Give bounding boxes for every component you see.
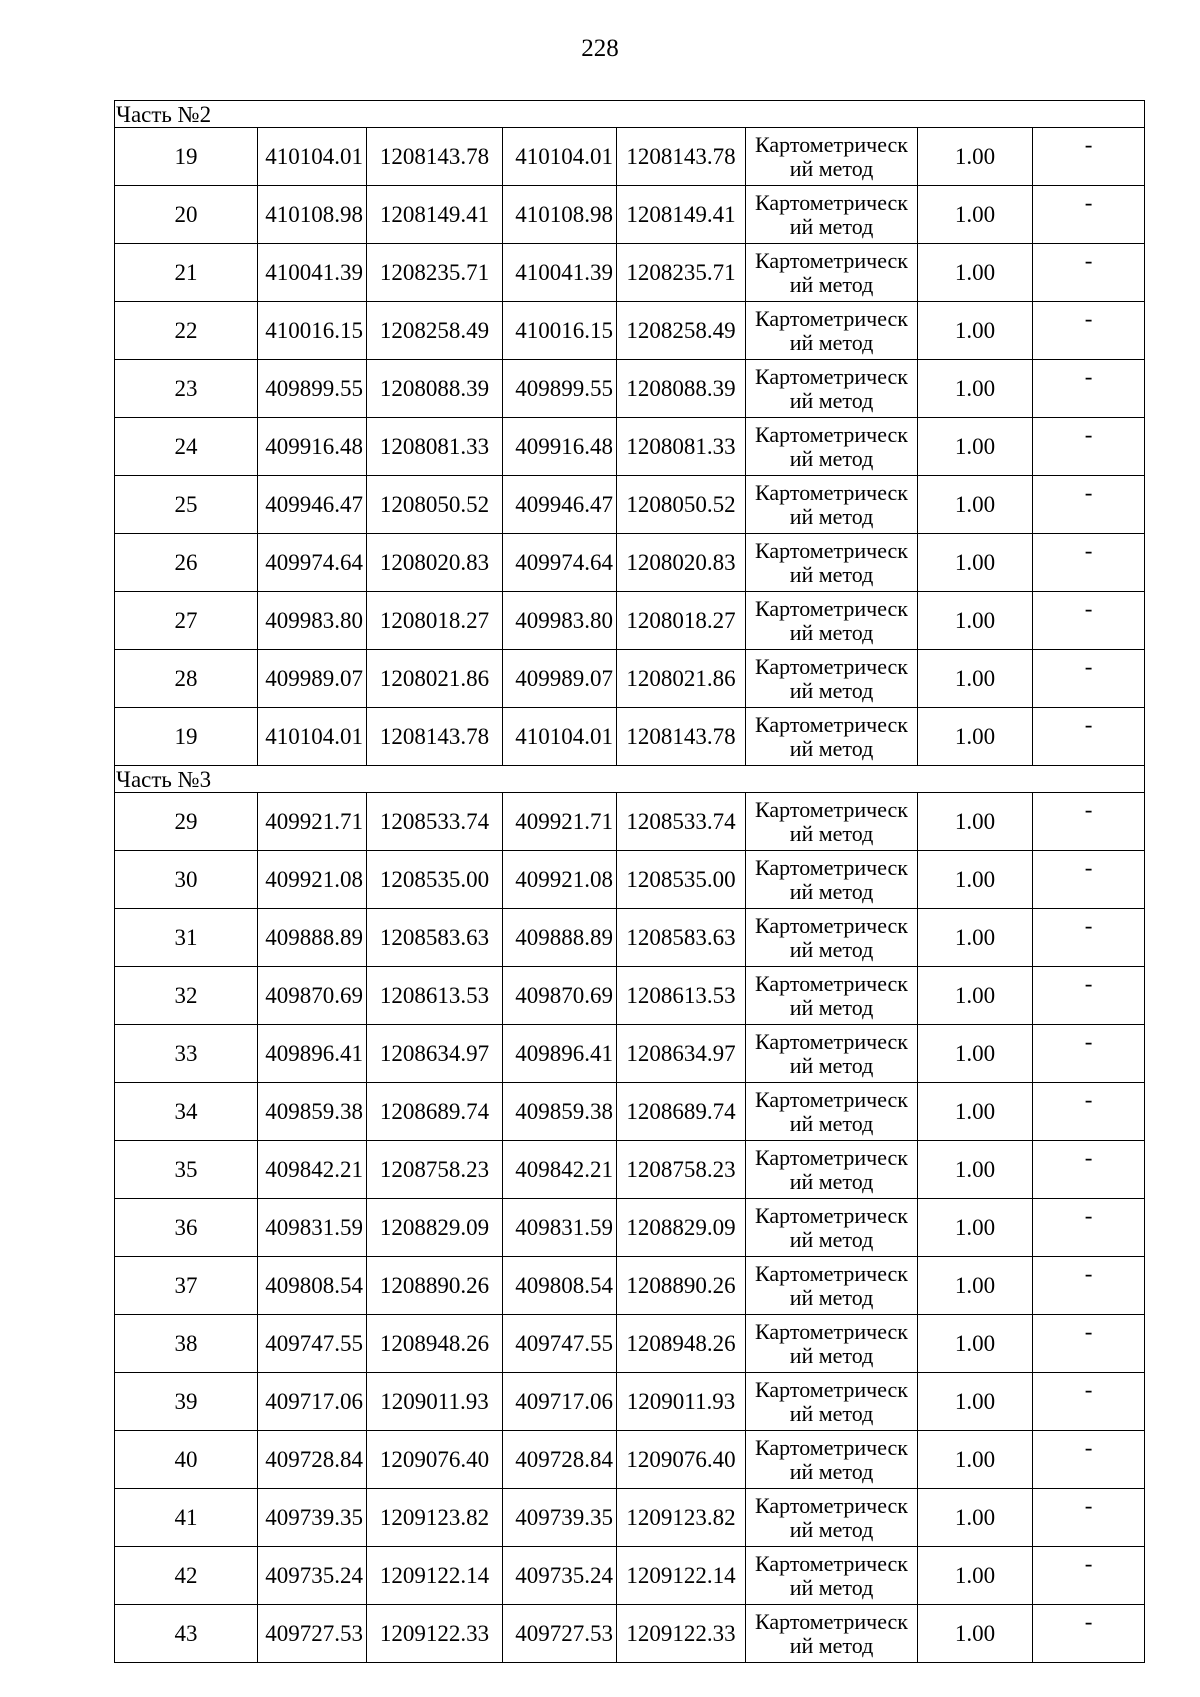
method-cell bbox=[746, 534, 918, 592]
description-cell: - bbox=[1033, 128, 1145, 186]
table-row bbox=[115, 418, 1145, 476]
x-new-cell: 409946.47 bbox=[503, 476, 617, 534]
method-cell bbox=[746, 360, 918, 418]
point-number-cell: 40 bbox=[115, 1431, 258, 1489]
method-text-line1: Картометрическ bbox=[755, 1144, 908, 1170]
y-existing-cell: 1208020.83 bbox=[367, 534, 503, 592]
y-existing-cell: 1209123.82 bbox=[367, 1489, 503, 1547]
y-new-cell: 1208021.86 bbox=[617, 650, 746, 708]
x-existing-cell: 409727.53 bbox=[258, 1605, 367, 1663]
method-cell bbox=[746, 1315, 918, 1373]
accuracy-cell: 1.00 bbox=[918, 592, 1033, 650]
method-text-line2: ий метод bbox=[789, 1458, 874, 1484]
method-text-line2: ий метод bbox=[789, 213, 874, 239]
accuracy-cell: 1.00 bbox=[918, 1373, 1033, 1431]
method-cell bbox=[746, 1605, 918, 1663]
x-existing-cell: 409747.55 bbox=[258, 1315, 367, 1373]
method-text-line2: ий метод bbox=[789, 155, 874, 181]
x-existing-cell: 409808.54 bbox=[258, 1257, 367, 1315]
x-new-cell: 409717.06 bbox=[503, 1373, 617, 1431]
x-existing-cell: 409946.47 bbox=[258, 476, 367, 534]
method-cell bbox=[746, 418, 918, 476]
method-text-line1: Картометрическ bbox=[755, 247, 908, 273]
x-new-cell: 409728.84 bbox=[503, 1431, 617, 1489]
accuracy-cell: 1.00 bbox=[918, 851, 1033, 909]
y-existing-cell: 1209122.14 bbox=[367, 1547, 503, 1605]
method-text-line2: ий метод bbox=[789, 1168, 874, 1194]
method-text-line2: ий метод bbox=[789, 820, 874, 846]
x-new-cell: 409974.64 bbox=[503, 534, 617, 592]
y-new-cell: 1208634.97 bbox=[617, 1025, 746, 1083]
x-new-cell: 409983.80 bbox=[503, 592, 617, 650]
y-existing-cell: 1208829.09 bbox=[367, 1199, 503, 1257]
y-new-cell: 1209011.93 bbox=[617, 1373, 746, 1431]
y-existing-cell: 1209122.33 bbox=[367, 1605, 503, 1663]
page-number: 228 bbox=[581, 35, 619, 62]
point-number-cell: 36 bbox=[115, 1199, 258, 1257]
method-cell bbox=[746, 1489, 918, 1547]
x-existing-cell: 409983.80 bbox=[258, 592, 367, 650]
method-cell bbox=[746, 1431, 918, 1489]
accuracy-cell: 1.00 bbox=[918, 1315, 1033, 1373]
x-new-cell: 409747.55 bbox=[503, 1315, 617, 1373]
y-new-cell: 1208143.78 bbox=[617, 708, 746, 766]
method-text-line2: ий метод bbox=[789, 994, 874, 1020]
x-existing-cell: 409899.55 bbox=[258, 360, 367, 418]
x-new-cell: 409921.08 bbox=[503, 851, 617, 909]
method-text-line1: Картометрическ bbox=[755, 796, 908, 822]
y-existing-cell: 1208583.63 bbox=[367, 909, 503, 967]
table-row bbox=[115, 967, 1145, 1025]
description-cell: - bbox=[1033, 534, 1145, 592]
x-existing-cell: 409735.24 bbox=[258, 1547, 367, 1605]
method-cell bbox=[746, 302, 918, 360]
y-existing-cell: 1208634.97 bbox=[367, 1025, 503, 1083]
point-number-cell: 32 bbox=[115, 967, 258, 1025]
x-new-cell: 409727.53 bbox=[503, 1605, 617, 1663]
y-new-cell: 1209123.82 bbox=[617, 1489, 746, 1547]
x-new-cell: 409735.24 bbox=[503, 1547, 617, 1605]
y-existing-cell: 1208890.26 bbox=[367, 1257, 503, 1315]
method-text-line1: Картометрическ bbox=[755, 1086, 908, 1112]
table-row bbox=[115, 1605, 1145, 1663]
table-row bbox=[115, 128, 1145, 186]
method-cell bbox=[746, 186, 918, 244]
y-existing-cell: 1208018.27 bbox=[367, 592, 503, 650]
table-row bbox=[115, 1547, 1145, 1605]
x-new-cell: 410041.39 bbox=[503, 244, 617, 302]
table-row bbox=[115, 1199, 1145, 1257]
method-text-line1: Картометрическ bbox=[755, 711, 908, 737]
description-cell: - bbox=[1033, 1257, 1145, 1315]
table-row bbox=[115, 186, 1145, 244]
table-row bbox=[115, 1489, 1145, 1547]
table-row bbox=[115, 1431, 1145, 1489]
y-new-cell: 1208235.71 bbox=[617, 244, 746, 302]
method-text-line1: Картометрическ bbox=[755, 912, 908, 938]
y-existing-cell: 1208533.74 bbox=[367, 793, 503, 851]
y-existing-cell: 1208535.00 bbox=[367, 851, 503, 909]
x-new-cell: 409888.89 bbox=[503, 909, 617, 967]
accuracy-cell: 1.00 bbox=[918, 650, 1033, 708]
table-row bbox=[115, 476, 1145, 534]
accuracy-cell: 1.00 bbox=[918, 1083, 1033, 1141]
y-new-cell: 1208020.83 bbox=[617, 534, 746, 592]
method-text-line1: Картометрическ bbox=[755, 1202, 908, 1228]
x-new-cell: 409859.38 bbox=[503, 1083, 617, 1141]
point-number-cell: 34 bbox=[115, 1083, 258, 1141]
method-cell bbox=[746, 1083, 918, 1141]
y-new-cell: 1208258.49 bbox=[617, 302, 746, 360]
point-number-cell: 19 bbox=[115, 708, 258, 766]
description-cell: - bbox=[1033, 302, 1145, 360]
method-text-line1: Картометрическ bbox=[755, 1318, 908, 1344]
point-number-cell: 27 bbox=[115, 592, 258, 650]
x-existing-cell: 409989.07 bbox=[258, 650, 367, 708]
x-new-cell: 409808.54 bbox=[503, 1257, 617, 1315]
y-existing-cell: 1208021.86 bbox=[367, 650, 503, 708]
method-cell bbox=[746, 1547, 918, 1605]
description-cell: - bbox=[1033, 967, 1145, 1025]
method-text-line2: ий метод bbox=[789, 735, 874, 761]
method-cell bbox=[746, 1257, 918, 1315]
method-text-line1: Картометрическ bbox=[755, 653, 908, 679]
y-new-cell: 1208149.41 bbox=[617, 186, 746, 244]
method-text-line1: Картометрическ bbox=[755, 479, 908, 505]
table-row bbox=[115, 1025, 1145, 1083]
accuracy-cell: 1.00 bbox=[918, 1431, 1033, 1489]
table-row bbox=[115, 1315, 1145, 1373]
point-number-cell: 38 bbox=[115, 1315, 258, 1373]
y-new-cell: 1208758.23 bbox=[617, 1141, 746, 1199]
description-cell: - bbox=[1033, 186, 1145, 244]
y-new-cell: 1208613.53 bbox=[617, 967, 746, 1025]
y-existing-cell: 1208143.78 bbox=[367, 708, 503, 766]
y-new-cell: 1208535.00 bbox=[617, 851, 746, 909]
y-new-cell: 1208829.09 bbox=[617, 1199, 746, 1257]
method-text-line2: ий метод bbox=[789, 1400, 874, 1426]
x-existing-cell: 409842.21 bbox=[258, 1141, 367, 1199]
method-text-line2: ий метод bbox=[789, 1110, 874, 1136]
point-number-cell: 20 bbox=[115, 186, 258, 244]
method-text-line2: ий метод bbox=[789, 1226, 874, 1252]
method-text-line1: Картометрическ bbox=[755, 854, 908, 880]
description-cell: - bbox=[1033, 360, 1145, 418]
method-text-line2: ий метод bbox=[789, 329, 874, 355]
accuracy-cell: 1.00 bbox=[918, 1199, 1033, 1257]
method-text-line2: ий метод bbox=[789, 878, 874, 904]
description-cell: - bbox=[1033, 1199, 1145, 1257]
description-cell: - bbox=[1033, 1141, 1145, 1199]
method-text-line1: Картометрическ bbox=[755, 189, 908, 215]
y-existing-cell: 1208258.49 bbox=[367, 302, 503, 360]
y-new-cell: 1208143.78 bbox=[617, 128, 746, 186]
accuracy-cell: 1.00 bbox=[918, 909, 1033, 967]
method-text-line2: ий метод bbox=[789, 561, 874, 587]
table-row bbox=[115, 244, 1145, 302]
description-cell: - bbox=[1033, 708, 1145, 766]
method-text-line2: ий метод bbox=[789, 445, 874, 471]
method-cell bbox=[746, 1141, 918, 1199]
x-existing-cell: 410016.15 bbox=[258, 302, 367, 360]
accuracy-cell: 1.00 bbox=[918, 1141, 1033, 1199]
method-text-line2: ий метод bbox=[789, 1052, 874, 1078]
y-new-cell: 1209122.33 bbox=[617, 1605, 746, 1663]
description-cell: - bbox=[1033, 1547, 1145, 1605]
x-existing-cell: 410041.39 bbox=[258, 244, 367, 302]
y-existing-cell: 1209011.93 bbox=[367, 1373, 503, 1431]
method-cell bbox=[746, 592, 918, 650]
point-number-cell: 43 bbox=[115, 1605, 258, 1663]
method-cell bbox=[746, 909, 918, 967]
y-new-cell: 1208081.33 bbox=[617, 418, 746, 476]
method-cell bbox=[746, 476, 918, 534]
description-cell: - bbox=[1033, 909, 1145, 967]
method-text-line2: ий метод bbox=[789, 1342, 874, 1368]
description-cell: - bbox=[1033, 1373, 1145, 1431]
description-cell: - bbox=[1033, 1431, 1145, 1489]
method-cell bbox=[746, 708, 918, 766]
x-existing-cell: 409739.35 bbox=[258, 1489, 367, 1547]
section-title: Часть №3 bbox=[115, 766, 1145, 793]
section-header-row bbox=[115, 766, 1145, 793]
accuracy-cell: 1.00 bbox=[918, 534, 1033, 592]
y-new-cell: 1208088.39 bbox=[617, 360, 746, 418]
x-existing-cell: 409859.38 bbox=[258, 1083, 367, 1141]
point-number-cell: 22 bbox=[115, 302, 258, 360]
description-cell: - bbox=[1033, 592, 1145, 650]
method-cell bbox=[746, 967, 918, 1025]
y-new-cell: 1209076.40 bbox=[617, 1431, 746, 1489]
x-new-cell: 409921.71 bbox=[503, 793, 617, 851]
y-new-cell: 1208890.26 bbox=[617, 1257, 746, 1315]
method-text-line1: Картометрическ bbox=[755, 1608, 908, 1634]
x-new-cell: 410104.01 bbox=[503, 128, 617, 186]
description-cell: - bbox=[1033, 1083, 1145, 1141]
table-row bbox=[115, 1141, 1145, 1199]
point-number-cell: 37 bbox=[115, 1257, 258, 1315]
y-existing-cell: 1208050.52 bbox=[367, 476, 503, 534]
accuracy-cell: 1.00 bbox=[918, 186, 1033, 244]
method-text-line1: Картометрическ bbox=[755, 363, 908, 389]
method-cell bbox=[746, 1025, 918, 1083]
method-text-line1: Картометрическ bbox=[755, 1376, 908, 1402]
y-new-cell: 1209122.14 bbox=[617, 1547, 746, 1605]
method-text-line1: Картометрическ bbox=[755, 1028, 908, 1054]
method-text-line1: Картометрическ bbox=[755, 1492, 908, 1518]
x-existing-cell: 409974.64 bbox=[258, 534, 367, 592]
accuracy-cell: 1.00 bbox=[918, 1547, 1033, 1605]
table-row bbox=[115, 1373, 1145, 1431]
y-new-cell: 1208948.26 bbox=[617, 1315, 746, 1373]
table-row bbox=[115, 793, 1145, 851]
accuracy-cell: 1.00 bbox=[918, 708, 1033, 766]
description-cell: - bbox=[1033, 851, 1145, 909]
table-row bbox=[115, 534, 1145, 592]
x-existing-cell: 409888.89 bbox=[258, 909, 367, 967]
method-cell bbox=[746, 793, 918, 851]
table-body bbox=[115, 101, 1145, 1663]
method-text-line2: ий метод bbox=[789, 271, 874, 297]
x-new-cell: 410104.01 bbox=[503, 708, 617, 766]
method-text-line1: Картометрическ bbox=[755, 595, 908, 621]
point-number-cell: 19 bbox=[115, 128, 258, 186]
description-cell: - bbox=[1033, 1025, 1145, 1083]
y-new-cell: 1208689.74 bbox=[617, 1083, 746, 1141]
accuracy-cell: 1.00 bbox=[918, 244, 1033, 302]
accuracy-cell: 1.00 bbox=[918, 476, 1033, 534]
y-existing-cell: 1208758.23 bbox=[367, 1141, 503, 1199]
point-number-cell: 24 bbox=[115, 418, 258, 476]
method-text-line2: ий метод bbox=[789, 619, 874, 645]
method-text-line1: Картометрическ bbox=[755, 1434, 908, 1460]
point-number-cell: 21 bbox=[115, 244, 258, 302]
table-row bbox=[115, 302, 1145, 360]
method-text-line2: ий метод bbox=[789, 936, 874, 962]
y-existing-cell: 1208143.78 bbox=[367, 128, 503, 186]
x-existing-cell: 410104.01 bbox=[258, 128, 367, 186]
x-existing-cell: 409921.08 bbox=[258, 851, 367, 909]
x-existing-cell: 409831.59 bbox=[258, 1199, 367, 1257]
description-cell: - bbox=[1033, 650, 1145, 708]
point-number-cell: 29 bbox=[115, 793, 258, 851]
accuracy-cell: 1.00 bbox=[918, 1605, 1033, 1663]
point-number-cell: 35 bbox=[115, 1141, 258, 1199]
method-cell bbox=[746, 650, 918, 708]
method-text-line2: ий метод bbox=[789, 503, 874, 529]
y-new-cell: 1208018.27 bbox=[617, 592, 746, 650]
table-row bbox=[115, 592, 1145, 650]
description-cell: - bbox=[1033, 418, 1145, 476]
y-existing-cell: 1208948.26 bbox=[367, 1315, 503, 1373]
x-new-cell: 409870.69 bbox=[503, 967, 617, 1025]
description-cell: - bbox=[1033, 1605, 1145, 1663]
description-cell: - bbox=[1033, 1489, 1145, 1547]
section-title: Часть №2 bbox=[115, 101, 1145, 128]
y-existing-cell: 1208088.39 bbox=[367, 360, 503, 418]
x-new-cell: 410108.98 bbox=[503, 186, 617, 244]
x-existing-cell: 409717.06 bbox=[258, 1373, 367, 1431]
method-cell bbox=[746, 1199, 918, 1257]
description-cell: - bbox=[1033, 244, 1145, 302]
accuracy-cell: 1.00 bbox=[918, 1489, 1033, 1547]
accuracy-cell: 1.00 bbox=[918, 967, 1033, 1025]
point-number-cell: 26 bbox=[115, 534, 258, 592]
accuracy-cell: 1.00 bbox=[918, 1025, 1033, 1083]
accuracy-cell: 1.00 bbox=[918, 1257, 1033, 1315]
point-number-cell: 31 bbox=[115, 909, 258, 967]
method-cell bbox=[746, 851, 918, 909]
table-row bbox=[115, 851, 1145, 909]
point-number-cell: 28 bbox=[115, 650, 258, 708]
x-new-cell: 409896.41 bbox=[503, 1025, 617, 1083]
x-new-cell: 409899.55 bbox=[503, 360, 617, 418]
method-cell bbox=[746, 128, 918, 186]
description-cell: - bbox=[1033, 1315, 1145, 1373]
method-text-line1: Картометрическ bbox=[755, 1550, 908, 1576]
accuracy-cell: 1.00 bbox=[918, 360, 1033, 418]
method-text-line1: Картометрическ bbox=[755, 421, 908, 447]
method-text-line1: Картометрическ bbox=[755, 305, 908, 331]
accuracy-cell: 1.00 bbox=[918, 418, 1033, 476]
table-row bbox=[115, 708, 1145, 766]
accuracy-cell: 1.00 bbox=[918, 128, 1033, 186]
point-number-cell: 23 bbox=[115, 360, 258, 418]
table-row bbox=[115, 1083, 1145, 1141]
x-existing-cell: 409896.41 bbox=[258, 1025, 367, 1083]
x-existing-cell: 409916.48 bbox=[258, 418, 367, 476]
table-row bbox=[115, 360, 1145, 418]
y-existing-cell: 1208613.53 bbox=[367, 967, 503, 1025]
x-new-cell: 410016.15 bbox=[503, 302, 617, 360]
y-new-cell: 1208583.63 bbox=[617, 909, 746, 967]
y-existing-cell: 1208081.33 bbox=[367, 418, 503, 476]
table-row bbox=[115, 909, 1145, 967]
point-number-cell: 39 bbox=[115, 1373, 258, 1431]
y-existing-cell: 1208689.74 bbox=[367, 1083, 503, 1141]
x-new-cell: 409989.07 bbox=[503, 650, 617, 708]
x-new-cell: 409739.35 bbox=[503, 1489, 617, 1547]
point-number-cell: 30 bbox=[115, 851, 258, 909]
method-text-line1: Картометрическ bbox=[755, 1260, 908, 1286]
table-row bbox=[115, 1257, 1145, 1315]
accuracy-cell: 1.00 bbox=[918, 302, 1033, 360]
y-new-cell: 1208533.74 bbox=[617, 793, 746, 851]
method-cell bbox=[746, 244, 918, 302]
x-existing-cell: 410104.01 bbox=[258, 708, 367, 766]
y-new-cell: 1208050.52 bbox=[617, 476, 746, 534]
y-existing-cell: 1208149.41 bbox=[367, 186, 503, 244]
method-text-line2: ий метод bbox=[789, 387, 874, 413]
point-number-cell: 42 bbox=[115, 1547, 258, 1605]
method-text-line2: ий метод bbox=[789, 1632, 874, 1658]
y-existing-cell: 1208235.71 bbox=[367, 244, 503, 302]
method-text-line2: ий метод bbox=[789, 1516, 874, 1542]
x-existing-cell: 409870.69 bbox=[258, 967, 367, 1025]
x-existing-cell: 410108.98 bbox=[258, 186, 367, 244]
method-text-line2: ий метод bbox=[789, 1284, 874, 1310]
description-cell: - bbox=[1033, 476, 1145, 534]
point-number-cell: 33 bbox=[115, 1025, 258, 1083]
table-row bbox=[115, 650, 1145, 708]
method-cell bbox=[746, 1373, 918, 1431]
method-text-line1: Картометрическ bbox=[755, 970, 908, 996]
accuracy-cell: 1.00 bbox=[918, 793, 1033, 851]
x-new-cell: 409916.48 bbox=[503, 418, 617, 476]
x-existing-cell: 409921.71 bbox=[258, 793, 367, 851]
coordinates-table bbox=[114, 100, 1145, 1663]
point-number-cell: 25 bbox=[115, 476, 258, 534]
y-existing-cell: 1209076.40 bbox=[367, 1431, 503, 1489]
method-text-line1: Картометрическ bbox=[755, 131, 908, 157]
method-text-line1: Картометрическ bbox=[755, 537, 908, 563]
x-new-cell: 409831.59 bbox=[503, 1199, 617, 1257]
method-text-line2: ий метод bbox=[789, 677, 874, 703]
x-existing-cell: 409728.84 bbox=[258, 1431, 367, 1489]
section-header-row bbox=[115, 101, 1145, 128]
point-number-cell: 41 bbox=[115, 1489, 258, 1547]
x-new-cell: 409842.21 bbox=[503, 1141, 617, 1199]
method-text-line2: ий метод bbox=[789, 1574, 874, 1600]
description-cell: - bbox=[1033, 793, 1145, 851]
